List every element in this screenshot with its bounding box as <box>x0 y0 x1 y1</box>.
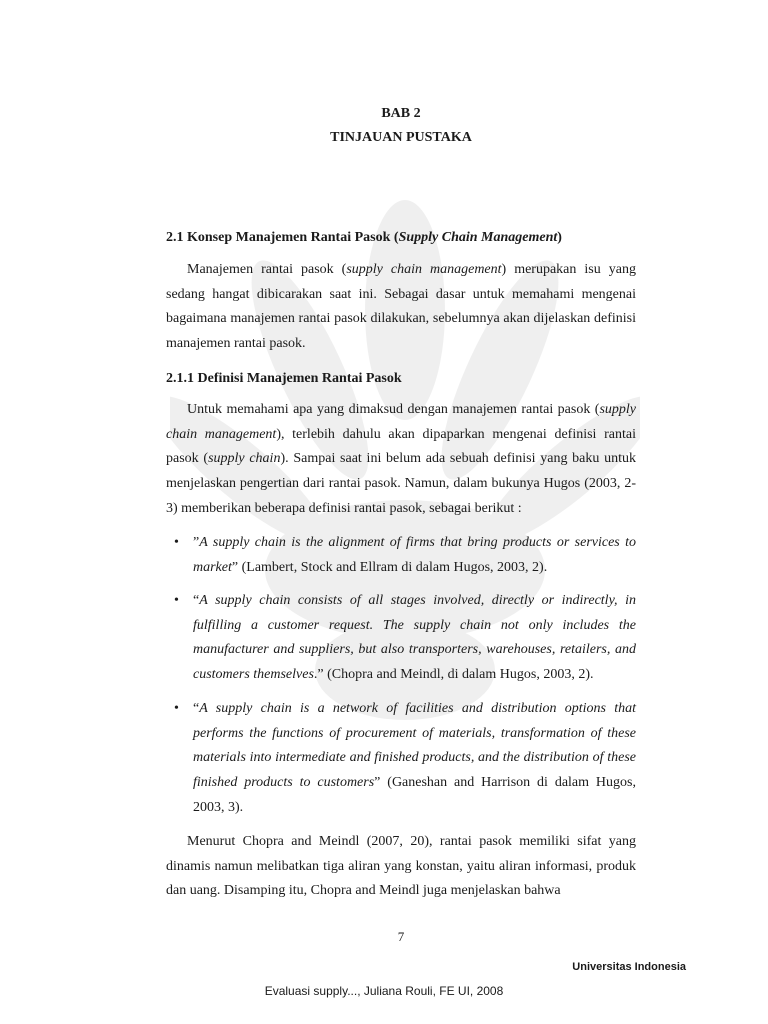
quote-open: “ <box>193 593 200 608</box>
paragraph-chopra-meindl: Menurut Chopra and Meindl (2007, 20), rantai pasok memiliki sifat yang dinamis namun melibatkan tiga aliran yang konstan, yaitu aliran informasi, produk dan uang. Disamping itu, Chopra and Meindl juga menjelaskan bahwa <box>166 834 636 899</box>
paragraph-definition-text-2: ), terlebih dahulu akan dipaparkan mengenai definisi rantai pasok ( <box>166 426 636 467</box>
chapter-title: TINJAUAN PUSTAKA <box>330 130 472 145</box>
bullet-dot-icon: • <box>174 535 179 550</box>
chapter-number: BAB 2 <box>381 106 421 121</box>
footer-citation: Evaluasi supply..., Juliana Rouli, FE UI, 2008 <box>264 984 504 998</box>
paragraph-definition-italic-2: supply chain <box>208 451 281 467</box>
bullet-dot-icon: • <box>174 593 179 608</box>
quote-open: “ <box>193 701 200 716</box>
quote-citation: .” (Chopra and Meindl, di dalam Hugos, 2003, 2). <box>313 667 594 683</box>
paragraph-definition-italic-1: supply chain management <box>166 402 636 442</box>
paragraph-intro-text-1: Manajemen rantai pasok ( <box>187 262 347 277</box>
section-heading-2-1-prefix: 2.1 Konsep Manajemen Rantai Pasok ( <box>166 230 399 245</box>
document-page <box>166 0 636 1024</box>
section-heading-2-1-italic: Supply Chain Management <box>398 230 558 245</box>
paragraph-intro-italic-1: supply chain management <box>346 262 502 277</box>
quote-text: A supply chain is a network of facilities and distribution options that performs the functions of procurement of materials, transformation of these materials into intermediate and finished products, and the distribution of these finished products to customers <box>193 701 636 791</box>
list-item-text <box>193 589 636 688</box>
list-item-text <box>193 697 636 821</box>
quote-text: A supply chain consists of all stages involved, directly or indirectly, in fulfilling a customer request. The supply chain not only includes the manufacturer and suppliers, but also transporters, warehouses, retailers, and customers themselves <box>193 593 636 683</box>
bullet-dot-icon: • <box>174 701 179 716</box>
institution-name: Universitas Indonesia <box>572 961 686 973</box>
section-heading-2-1 <box>166 229 636 247</box>
paragraph-intro <box>166 258 636 357</box>
list-item-text <box>193 531 636 580</box>
quote-text: A supply chain is the alignment of firms that bring products or services to market <box>193 535 636 575</box>
section-heading-2-1-suffix: ) <box>557 230 562 245</box>
page-number: 7 <box>397 929 405 944</box>
paragraph-definition-text-3: ). Sampai saat ini belum ada sebuah definisi yang baku untuk menjelaskan pengertian dari rantai pasok. Namun, dalam bukunya Hugos (2003, 2-3) memberikan beberapa definisi rantai pasok, sebagai berikut : <box>166 451 637 516</box>
paragraph-definition <box>166 398 636 522</box>
quote-citation: ” (Ganeshan and Harrison di dalam Hugos, 2003, 3). <box>193 775 636 815</box>
section-heading-2-1-1: 2.1.1 Definisi Manajemen Rantai Pasok <box>166 371 402 386</box>
quote-open: ” <box>193 535 200 550</box>
quote-citation: ” (Lambert, Stock and Ellram di dalam Hugos, 2003, 2). <box>231 559 548 575</box>
paragraph-definition-text-1: Untuk memahami apa yang dimaksud dengan manajemen rantai pasok ( <box>187 402 600 417</box>
paragraph-intro-text-2: ) merupakan isu yang sedang hangat dibicarakan saat ini. Sebagai dasar untuk memahami mengenai bagaimana manajemen rantai pasok dilakukan, sebelumnya akan dijelaskan definisi manajemen rantai pasok. <box>166 262 636 352</box>
